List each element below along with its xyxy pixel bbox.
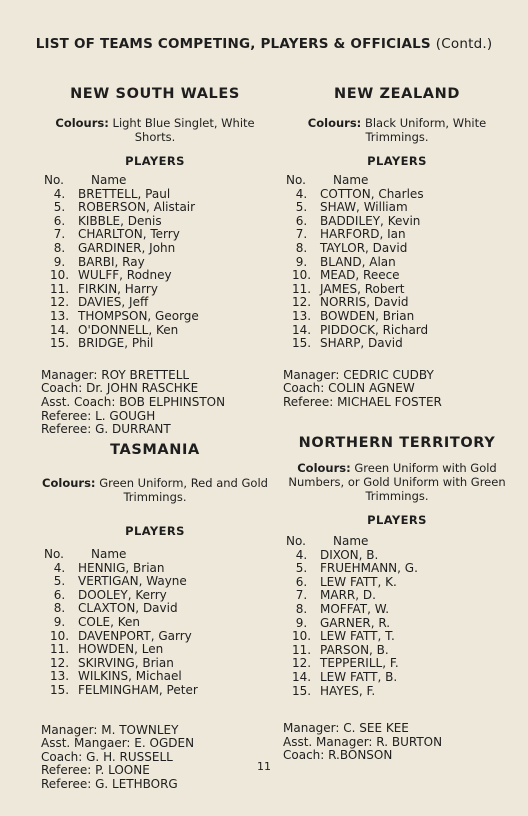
- column-header-no: No.: [44, 173, 64, 187]
- player-name: HOWDEN, Len: [78, 642, 164, 657]
- player-row: [283, 296, 511, 310]
- official-line: Asst. Mangaer: E. OGDEN: [41, 736, 195, 751]
- player-number: 14.: [291, 669, 312, 684]
- player-row: [283, 685, 511, 699]
- player-name: O'DONNELL, Ken: [78, 322, 179, 337]
- player-name: FIRKIN, Harry: [78, 281, 158, 296]
- player-number: 14.: [291, 322, 312, 337]
- official-line: Manager: CEDRIC CUDBY: [283, 367, 434, 382]
- player-name: PIDDOCK, Richard: [320, 322, 429, 337]
- team-new-zealand: [283, 86, 511, 410]
- player-row: [41, 657, 269, 671]
- player-number: 15.: [49, 682, 70, 697]
- players-heading: PLAYERS: [125, 524, 185, 538]
- official-line: Coach: G. H. RUSSELL: [41, 749, 173, 764]
- player-number: 5.: [53, 200, 66, 215]
- officials-list: [41, 369, 269, 437]
- column-header-name: Name: [91, 547, 127, 561]
- official-line: Referee: MICHAEL FOSTER: [283, 394, 442, 409]
- player-name: DIXON, B.: [320, 547, 379, 562]
- player-name: SHARP, David: [320, 336, 403, 351]
- player-row: [41, 242, 269, 256]
- player-name: DAVIES, Jeff: [78, 295, 149, 310]
- players-table: [283, 174, 511, 351]
- player-number: 12.: [49, 295, 70, 310]
- colours-label: Colours:: [42, 476, 96, 490]
- player-row: [41, 296, 269, 310]
- players-heading: PLAYERS: [367, 154, 427, 168]
- player-row: [283, 215, 511, 229]
- player-row: [283, 630, 511, 644]
- player-number: 6.: [295, 213, 308, 228]
- player-row: [283, 188, 511, 202]
- player-name: GARDINER, John: [78, 240, 176, 255]
- player-name: SHAW, William: [320, 200, 408, 215]
- player-name: FELMINGHAM, Peter: [78, 682, 198, 697]
- column-header-no: No.: [44, 547, 64, 561]
- player-row: [41, 630, 269, 644]
- player-name: KIBBLE, Denis: [78, 213, 162, 228]
- player-name: VERTIGAN, Wayne: [78, 574, 187, 589]
- page-title-text: LIST OF TEAMS COMPETING, PLAYERS & OFFICIALS: [35, 36, 431, 52]
- player-name: ROBERSON, Alistair: [78, 200, 196, 215]
- player-row: [41, 602, 269, 616]
- officials-list: [283, 722, 511, 763]
- player-number: 11.: [291, 281, 312, 296]
- player-number: 13.: [291, 308, 312, 323]
- player-number: 12.: [49, 655, 70, 670]
- column-header-name: Name: [333, 534, 369, 548]
- player-row: [41, 643, 269, 657]
- player-name: MARR, D.: [320, 588, 376, 603]
- colours-text: Green Uniform, Red and Gold Trimmings.: [99, 476, 268, 504]
- page-title-suffix: (Contd.): [435, 36, 493, 52]
- player-name: HENNIG, Brian: [78, 560, 165, 575]
- official-line: Asst. Manager: R. BURTON: [283, 734, 443, 749]
- player-number: 12.: [291, 656, 312, 671]
- player-row: [41, 283, 269, 297]
- player-row: [41, 589, 269, 603]
- player-number: 8.: [295, 601, 308, 616]
- player-name: LEW FATT, B.: [320, 669, 398, 684]
- player-number: 13.: [49, 308, 70, 323]
- player-number: 9.: [295, 615, 308, 630]
- player-name: HAYES, F.: [320, 683, 376, 698]
- player-number: 11.: [49, 281, 70, 296]
- player-row: [283, 201, 511, 215]
- team-colours: [41, 116, 269, 144]
- player-number: 4.: [53, 560, 66, 575]
- player-number: 14.: [49, 322, 70, 337]
- player-number: 9.: [295, 254, 308, 269]
- player-name: WILKINS, Michael: [78, 669, 182, 684]
- player-row: [283, 324, 511, 338]
- player-row: [41, 562, 269, 576]
- player-row: [41, 670, 269, 684]
- official-line: Manager: ROY BRETTELL: [41, 367, 190, 382]
- player-row: [41, 310, 269, 324]
- player-number: 7.: [53, 227, 66, 242]
- player-number: 15.: [291, 336, 312, 351]
- player-number: 12.: [291, 295, 312, 310]
- player-row: [41, 215, 269, 229]
- team-colours: [283, 461, 511, 503]
- player-row: [283, 228, 511, 242]
- player-row: [41, 228, 269, 242]
- player-name: TAYLOR, David: [320, 240, 408, 255]
- players-table-header: [283, 535, 511, 549]
- team-tasmania: [41, 442, 269, 792]
- player-name: LEW FATT, K.: [320, 574, 397, 589]
- players-table: [41, 548, 269, 698]
- player-number: 9.: [53, 254, 66, 269]
- player-number: 10.: [291, 629, 312, 644]
- page-title: [0, 36, 528, 52]
- player-number: 7.: [295, 227, 308, 242]
- official-line: Manager: M. TOWNLEY: [41, 722, 179, 737]
- official-line: Referee: G. LETHBORG: [41, 776, 178, 791]
- player-row: [283, 671, 511, 685]
- player-number: 9.: [53, 614, 66, 629]
- official-line: Referee: L. GOUGH: [41, 408, 156, 423]
- player-number: 5.: [295, 200, 308, 215]
- players-table: [283, 535, 511, 698]
- player-row: [283, 283, 511, 297]
- officials-list: [41, 724, 269, 792]
- team-colours: [283, 116, 511, 144]
- player-name: HARFORD, Ian: [320, 227, 406, 242]
- player-name: PARSON, B.: [320, 642, 389, 657]
- player-number: 4.: [295, 186, 308, 201]
- team-name: NEW SOUTH WALES: [70, 86, 240, 102]
- player-name: GARNER, R.: [320, 615, 391, 630]
- player-number: 11.: [49, 642, 70, 657]
- team-northern-territory: [283, 435, 511, 763]
- player-number: 8.: [295, 240, 308, 255]
- player-name: FRUEHMANN, G.: [320, 561, 418, 576]
- team-name: TASMANIA: [110, 442, 200, 458]
- player-row: [283, 242, 511, 256]
- player-number: 7.: [295, 588, 308, 603]
- players-table: [41, 174, 269, 351]
- player-row: [283, 617, 511, 631]
- colours-text: Black Uniform, White Trimmings.: [364, 116, 487, 144]
- player-number: 10.: [49, 628, 70, 643]
- player-row: [283, 562, 511, 576]
- team-name: NEW ZEALAND: [334, 86, 460, 102]
- player-number: 4.: [53, 186, 66, 201]
- official-line: Coach: R.BONSON: [283, 748, 393, 763]
- player-number: 15.: [291, 683, 312, 698]
- player-row: [41, 269, 269, 283]
- player-number: 8.: [53, 601, 66, 616]
- player-number: 8.: [53, 240, 66, 255]
- player-number: 4.: [295, 547, 308, 562]
- player-row: [41, 324, 269, 338]
- player-name: CHARLTON, Terry: [78, 227, 180, 242]
- player-name: BOWDEN, Brian: [320, 308, 415, 323]
- player-number: 10.: [49, 268, 70, 283]
- player-row: [41, 684, 269, 698]
- player-number: 5.: [53, 574, 66, 589]
- colours-label: Colours:: [297, 461, 351, 475]
- player-row: [41, 575, 269, 589]
- player-row: [41, 616, 269, 630]
- player-row: [283, 269, 511, 283]
- player-number: 5.: [295, 561, 308, 576]
- official-line: Asst. Coach: BOB ELPHINSTON: [41, 394, 226, 409]
- player-name: DAVENPORT, Garry: [78, 628, 192, 643]
- players-table-header: [41, 548, 269, 562]
- official-line: Referee: G. DURRANT: [41, 422, 171, 437]
- players-table-header: [283, 174, 511, 188]
- player-name: BARBI, Ray: [78, 254, 145, 269]
- player-name: NORRIS, David: [320, 295, 409, 310]
- column-header-name: Name: [91, 173, 127, 187]
- player-name: BRIDGE, Phil: [78, 336, 154, 351]
- player-row: [41, 201, 269, 215]
- player-name: COTTON, Charles: [320, 186, 424, 201]
- player-row: [41, 188, 269, 202]
- colours-text: Light Blue Singlet, White Shorts.: [112, 116, 255, 144]
- team-new-south-wales: [41, 86, 269, 437]
- player-name: BLAND, Alan: [320, 254, 396, 269]
- player-name: CLAXTON, David: [78, 601, 178, 616]
- column-header-no: No.: [286, 173, 306, 187]
- player-number: 6.: [53, 213, 66, 228]
- player-number: 10.: [291, 268, 312, 283]
- players-heading: PLAYERS: [367, 513, 427, 527]
- player-row: [283, 549, 511, 563]
- players-table-header: [41, 174, 269, 188]
- official-line: Coach: COLIN AGNEW: [283, 381, 415, 396]
- player-number: 6.: [295, 574, 308, 589]
- column-header-name: Name: [333, 173, 369, 187]
- player-row: [41, 256, 269, 270]
- player-name: MOFFAT, W.: [320, 601, 390, 616]
- player-row: [283, 603, 511, 617]
- player-name: THOMPSON, George: [78, 308, 199, 323]
- player-name: BRETTELL, Paul: [78, 186, 171, 201]
- player-name: MEAD, Reece: [320, 268, 400, 283]
- colours-label: Colours:: [307, 116, 362, 130]
- player-row: [283, 644, 511, 658]
- player-row: [283, 576, 511, 590]
- player-number: 13.: [49, 669, 70, 684]
- official-line: Manager: C. SEE KEE: [283, 721, 409, 736]
- page-number: 11: [257, 760, 271, 773]
- player-number: 6.: [53, 587, 66, 602]
- player-row: [283, 657, 511, 671]
- player-name: BADDILEY, Kevin: [320, 213, 421, 228]
- player-number: 11.: [291, 642, 312, 657]
- team-name: NORTHERN TERRITORY: [298, 435, 496, 451]
- player-name: TEPPERILL, F.: [320, 656, 399, 671]
- player-row: [41, 337, 269, 351]
- player-name: JAMES, Robert: [320, 281, 405, 296]
- team-colours: [41, 476, 269, 504]
- players-heading: PLAYERS: [125, 154, 185, 168]
- player-row: [283, 589, 511, 603]
- official-line: Referee: P. LOONE: [41, 763, 150, 778]
- player-name: WULFF, Rodney: [78, 268, 172, 283]
- colours-text: Green Uniform with Gold Numbers, or Gold Uniform with Green Trimmings.: [288, 461, 506, 503]
- official-line: Coach: Dr. JOHN RASCHKE: [41, 381, 199, 396]
- column-header-no: No.: [286, 534, 306, 548]
- player-row: [283, 256, 511, 270]
- player-name: SKIRVING, Brian: [78, 655, 174, 670]
- player-row: [283, 337, 511, 351]
- colours-label: Colours:: [55, 116, 109, 130]
- player-name: DOOLEY, Kerry: [78, 587, 167, 602]
- player-name: COLE, Ken: [78, 614, 140, 629]
- player-number: 15.: [49, 336, 70, 351]
- officials-list: [283, 369, 511, 410]
- player-row: [283, 310, 511, 324]
- player-name: LEW FATT, T.: [320, 629, 395, 644]
